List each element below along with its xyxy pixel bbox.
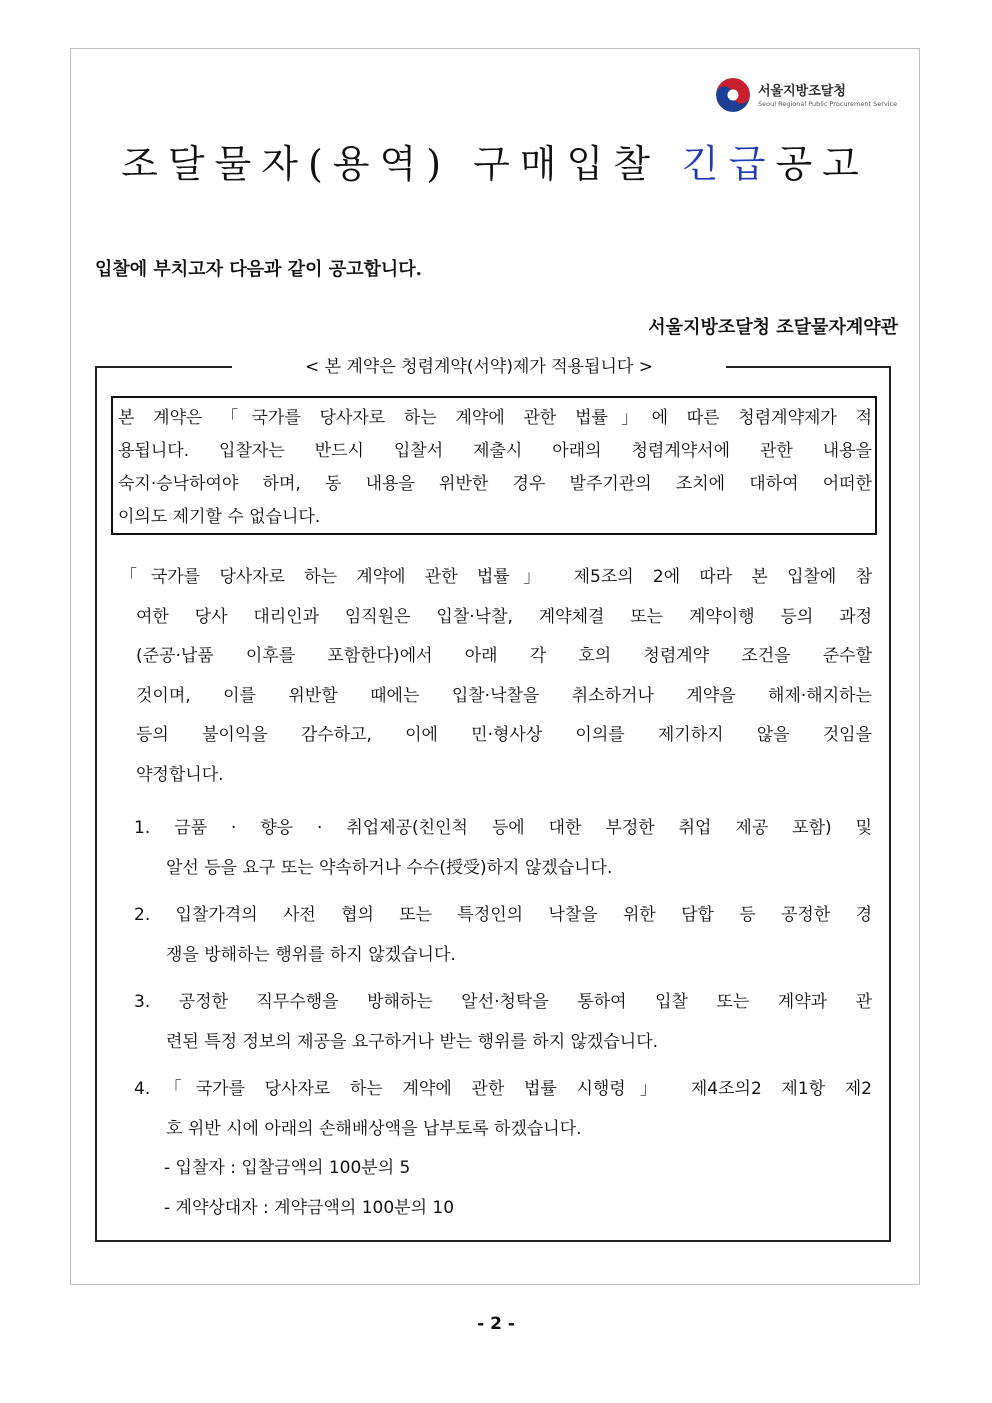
- notice-line: 본 계약은 「국가를 당사자로 하는 계약에 관한 법률」에 따른 청렴계약제가 적: [118, 408, 872, 428]
- pledge-line: 등의 불이익을 감수하고, 이에 민·형사상 이의를 제기하지 않을 것임을: [136, 725, 872, 745]
- pledge-line: 여한 당사 대리인과 임직원은 입찰·낙찰, 계약체결 또는 계약이행 등의 과정: [136, 606, 872, 627]
- pledge-line: 「국가를 당사자로 하는 계약에 관한 법률」 제5조의 2에 따라 본 입찰에 참: [120, 567, 872, 587]
- logo-name: 서울지방조달청: [758, 84, 846, 99]
- damages-bidder: - 입찰자 : 입찰금액의 100분의 5: [164, 1158, 411, 1178]
- pledge-item-line: 2. 입찰가격의 사전 협의 또는 특정인의 낙찰을 위한 담합 등 공정한 경: [134, 905, 872, 925]
- notice-box: [111, 396, 877, 535]
- pledge-item: [134, 809, 872, 888]
- title-main: 조달물자(용역) 구매입찰: [121, 142, 683, 186]
- pledge-line: (준공·납품 이후를 포함한다)에서 아래 각 호의 청렴계약 조건을 준수할: [136, 646, 872, 666]
- damages-contractor: - 계약상대자 : 계약금액의 100분의 10: [164, 1197, 455, 1218]
- agency-logo: [716, 76, 896, 116]
- pledge-items: [134, 809, 872, 1236]
- pledge-item: [134, 1070, 872, 1228]
- pledge-item-line: 4.「국가를 당사자로 하는 계약에 관한 법률 시행령」 제4조의2 제1항 제2: [134, 1079, 872, 1099]
- title-urgent: 긴급: [682, 142, 776, 186]
- pledge-item-line: 1. 금품 · 향응 · 취업제공(친인척 등에 대한 부정한 취업 제공 포함) 및: [134, 818, 872, 838]
- pledge-item-line: 알선 등을 요구 또는 약속하거나 수수(授受)하지 않겠습니다.: [166, 857, 613, 878]
- logo-subtitle: Seoul Regional Public Procurement Service: [758, 100, 898, 108]
- pledge-item-line: 쟁을 방해하는 행위를 하지 않겠습니다.: [166, 944, 456, 965]
- notice-line: 용됩니다. 입찰자는 반드시 입찰서 제출시 아래의 청렴계약서에 관한 내용을: [118, 441, 872, 461]
- pledge-item: [134, 896, 872, 975]
- pledge-paragraph: [120, 558, 872, 795]
- notice-line: 숙지·승낙하여야 하며, 동 내용을 위반한 경우 발주기관의 조치에 대하여 어떠한: [118, 474, 872, 494]
- title-tail: 공고: [775, 142, 869, 186]
- pledge-item: [134, 983, 872, 1062]
- pledge-item-line: 호 위반 시에 아래의 손해배상액을 납부토록 하겠습니다.: [166, 1118, 582, 1139]
- page-number: - 2 -: [477, 1314, 515, 1334]
- signer-text: 서울지방조달청 조달물자계약관: [648, 317, 898, 338]
- page-title: [70, 133, 920, 188]
- pledge-line: 것이며, 이를 위반할 때에는 입찰·낙찰을 취소하거나 계약을 해제·해지하는: [136, 685, 872, 706]
- notice-line: 이의도 제기할 수 없습니다.: [118, 507, 321, 527]
- taegeuk-emblem-icon: [716, 78, 750, 112]
- intro-text: 입찰에 부치고자 다음과 같이 공고합니다.: [95, 259, 422, 280]
- pledge-item-line: 련된 특정 정보의 제공을 요구하거나 받는 행위를 하지 않겠습니다.: [166, 1031, 659, 1052]
- pledge-line: 약정합니다.: [136, 764, 224, 785]
- integrity-legend: < 본 계약은 청렴계약(서약)제가 적용됩니다 >: [232, 352, 726, 377]
- pledge-item-line: 3. 공정한 직무수행을 방해하는 알선·청탁을 통하여 입찰 또는 계약과 관: [134, 992, 872, 1012]
